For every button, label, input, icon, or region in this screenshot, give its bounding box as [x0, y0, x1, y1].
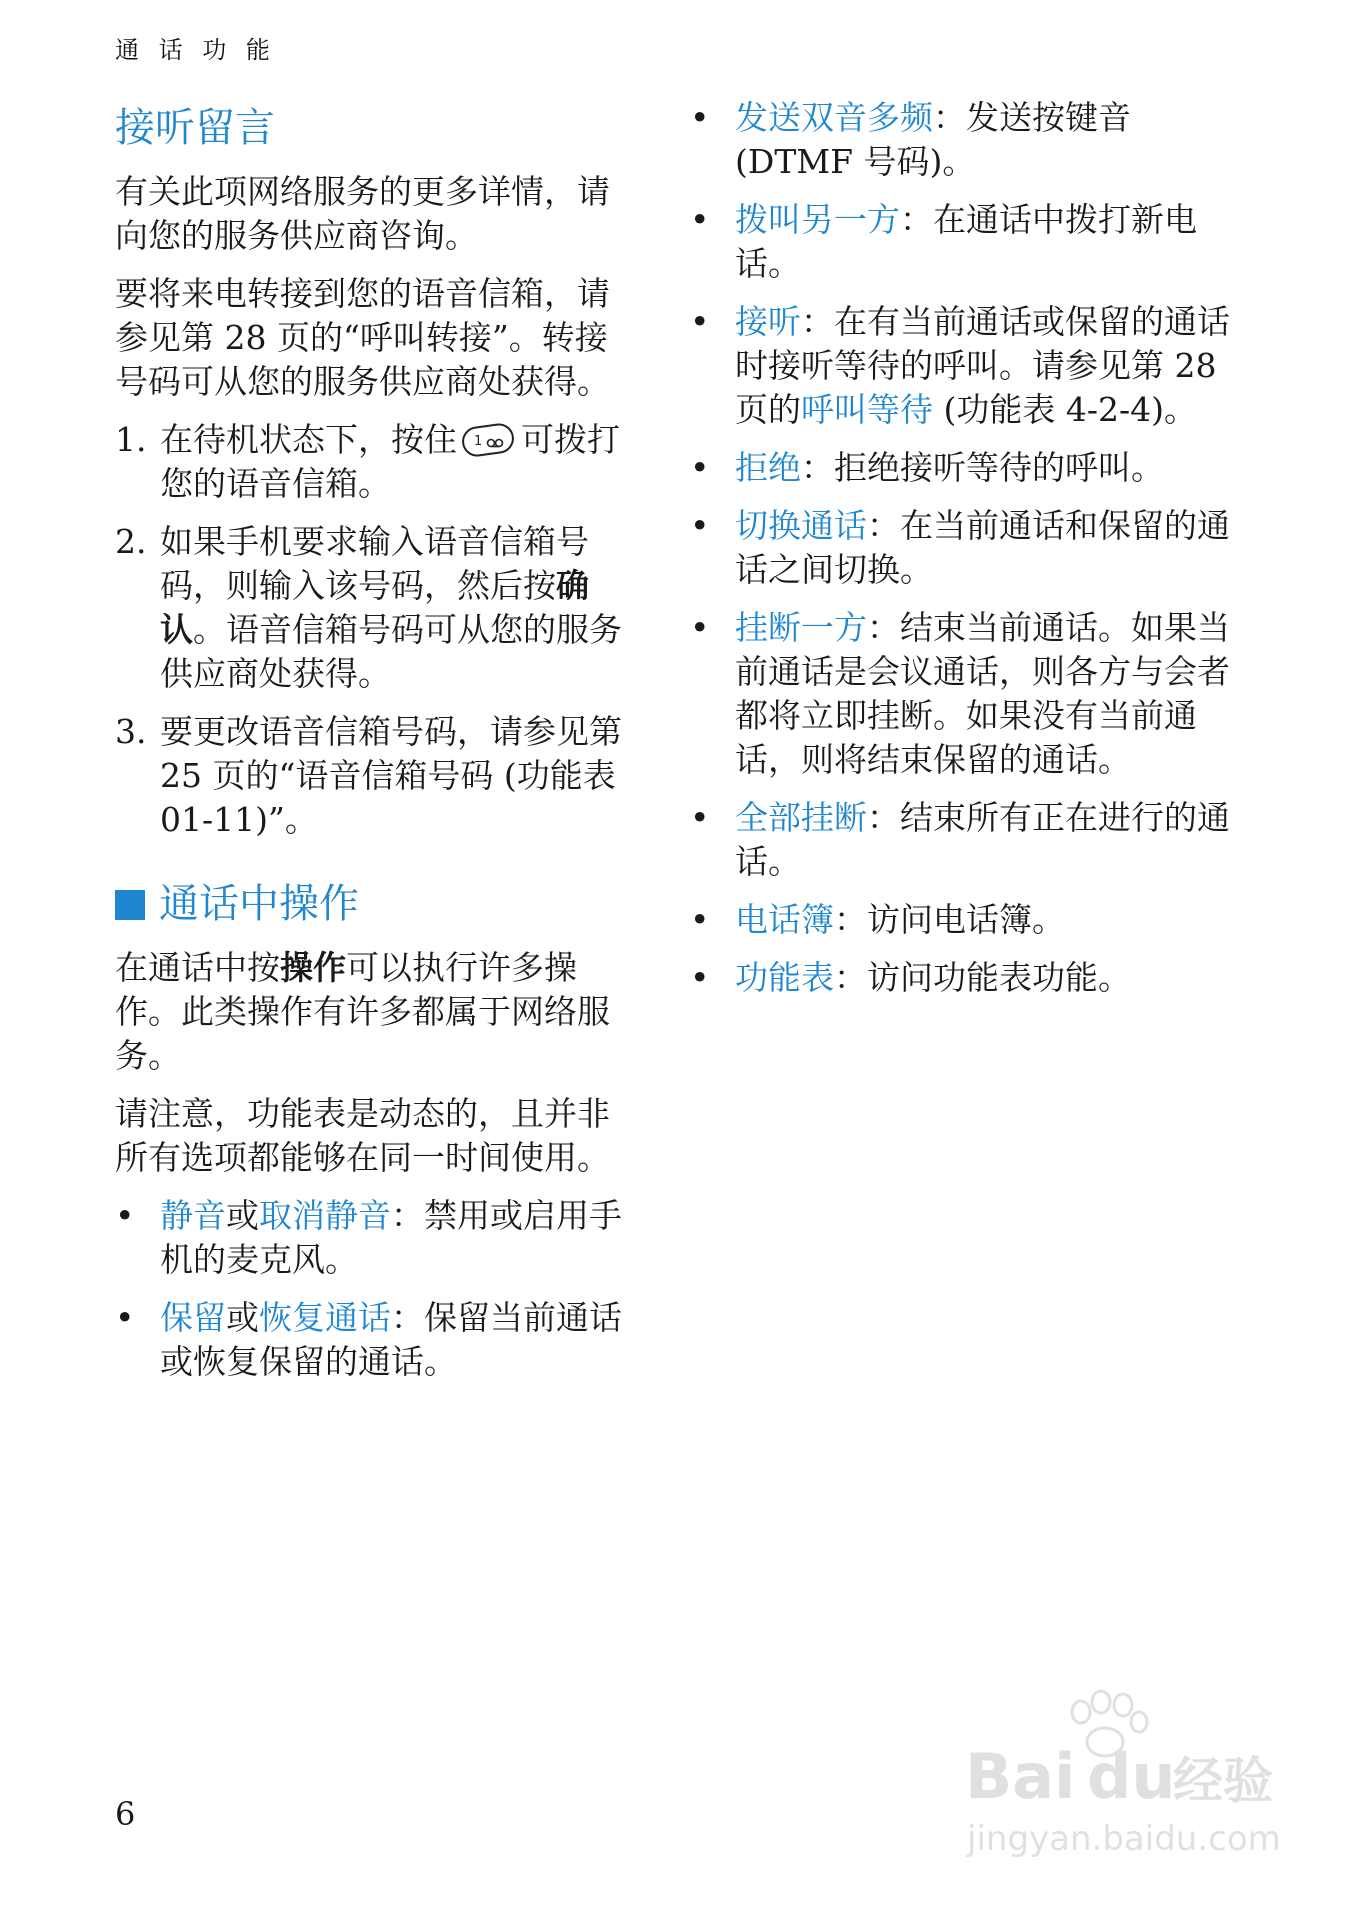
list-item: • 切换通话：在当前通话和保留的通话之间切换。: [690, 504, 1250, 592]
in-call-note: 请注意，功能表是动态的，且并非所有选项都能够在同一时间使用。: [115, 1094, 610, 1177]
left-column: [115, 100, 635, 1398]
section-title-in-call-options: 通话中操作: [115, 876, 635, 932]
call-waiting-link[interactable]: 呼叫等待: [801, 390, 933, 429]
right-column: [690, 96, 1250, 1014]
watermark-logo-text: Bai: [965, 1740, 1076, 1813]
options-softkey-label: 操作: [280, 948, 346, 987]
option-link[interactable]: 取消静音: [259, 1196, 391, 1235]
list-item: • 静音或取消静音：禁用或启用手机的麦克风。: [115, 1194, 635, 1282]
watermark-url: jingyan.baidu.com: [967, 1819, 1281, 1859]
option-link[interactable]: 拒绝: [735, 448, 801, 487]
baidu-jingyan-watermark: [955, 1680, 1285, 1870]
watermark-logo-cn: 经验: [1173, 1752, 1273, 1810]
option-link[interactable]: 全部挂断: [735, 798, 867, 837]
list-item: • 拒绝：拒绝接听等待的呼叫。: [690, 446, 1250, 490]
confirm-softkey-label: 确认: [160, 566, 589, 649]
option-link[interactable]: 静音: [160, 1196, 226, 1235]
list-item: • 拨叫另一方：在通话中拨打新电话。: [690, 198, 1250, 286]
option-link[interactable]: 发送双音多频: [735, 98, 933, 137]
list-item: • 挂断一方：结束当前通话。如果当前通话是会议通话，则各方与会者都将立即挂断。如果没有当前通话，则将结束保留的通话。: [690, 606, 1250, 782]
option-link[interactable]: 拨叫另一方: [735, 200, 900, 239]
page-number: 6: [115, 1795, 136, 1833]
voicemail-forwarding-note: 要将来电转接到您的语音信箱，请参见第 28 页的“呼叫转接”。转接号码可从您的服务供应商处获得。: [115, 274, 610, 401]
step-item: 1. 在待机状态下，按住 1 可拨打您的语音信箱。: [115, 420, 620, 503]
option-link[interactable]: 电话簿: [735, 900, 834, 939]
option-link[interactable]: 挂断一方: [735, 608, 867, 647]
watermark-logo-text-du: du: [1087, 1740, 1176, 1813]
list-item: • 接听：在有当前通话或保留的通话时接听等待的呼叫。请参见第 28 页的呼叫等待 (功能表 4-2-4)。: [690, 300, 1250, 432]
options-list-right: [690, 96, 1250, 1000]
voicemail-steps: [115, 418, 635, 842]
step-item: 2. 如果手机要求输入语音信箱号码，则输入该号码，然后按确认。语音信箱号码可从您的服务供应商处获得。: [115, 522, 622, 693]
option-link[interactable]: 保留: [160, 1298, 226, 1337]
option-link[interactable]: 功能表: [735, 958, 834, 997]
svg-text:1: 1: [474, 434, 483, 449]
option-link[interactable]: 切换通话: [735, 506, 867, 545]
square-bullet-icon: [115, 890, 145, 920]
in-call-intro: 在通话中按操作可以执行许多操作。此类操作有许多都属于网络服务。: [115, 948, 610, 1075]
step-item: 3. 要更改语音信箱号码，请参见第 25 页的“语音信箱号码 (功能表 01-11)”。: [115, 712, 622, 839]
option-link[interactable]: 恢复通话: [259, 1298, 391, 1337]
option-link[interactable]: 接听: [735, 302, 801, 341]
list-item: • 发送双音多频：发送按键音 (DTMF 号码)。: [690, 96, 1250, 184]
list-item: • 功能表：访问功能表功能。: [690, 956, 1250, 1000]
list-item: • 电话簿：访问电话簿。: [690, 898, 1250, 942]
running-title: 通 话 功 能: [115, 36, 276, 64]
options-list-left: [115, 1194, 635, 1384]
list-item: • 全部挂断：结束所有正在进行的通话。: [690, 796, 1250, 884]
list-item: • 保留或恢复通话：保留当前通话或恢复保留的通话。: [115, 1296, 635, 1384]
voicemail-intro: 有关此项网络服务的更多详情，请向您的服务供应商咨询。: [115, 172, 610, 255]
section-title-voicemail: 接听留言: [115, 105, 275, 151]
key-1-voicemail-icon: [461, 423, 517, 457]
